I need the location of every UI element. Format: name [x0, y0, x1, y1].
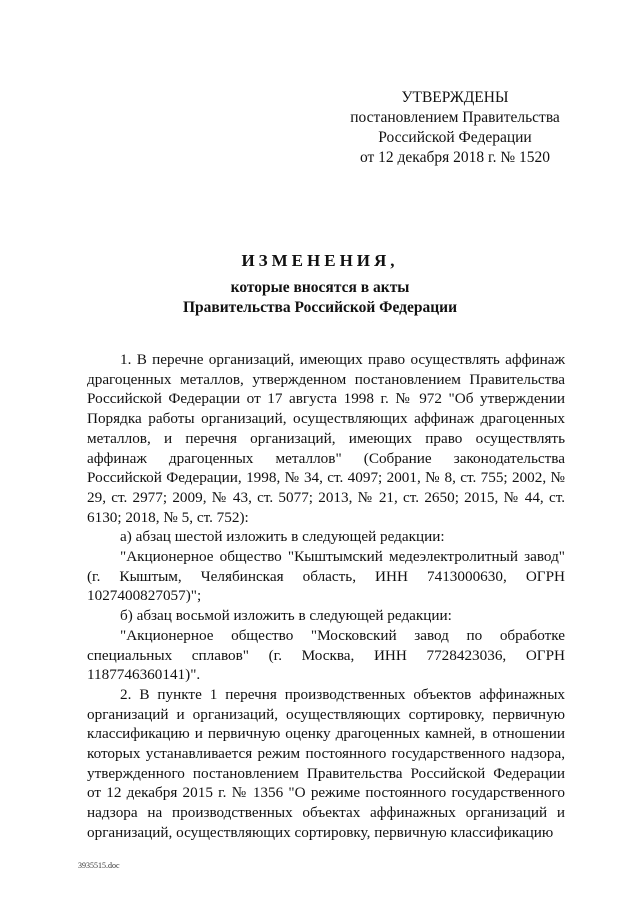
document-heading [0, 250, 640, 318]
paragraph-1: 1. В перечне организаций, имеющих право осуществлять аффинаж драгоценных металлов, утвержденном постановлением Правительства Российской Федерации от 17 августа 1998 г. № 972 "Об утверждении Порядка работы организаций, осуществляющих аффинаж драгоценных металлов, и перечня организаций, имеющих право осуществлять аффинаж драгоценных металлов" (Собрание законодательства Российской Федерации, 1998, № 34, ст. 4097; 2001, № 8, ст. 755; 2002, № 29, ст. 2977; 2009, № 43, ст. 5077; 2013, № 21, ст. 2650; 2015, № 44, ст. 6130; 2018, № 5, ст. 752): [87, 351, 565, 526]
paragraph-2: 2. В пункте 1 перечня производственных объектов аффинажных организаций и организаций, осуществляющих сортировку, первичную классификацию и первичную оценку драгоценных камней, в отношении которых устанавливается режим постоянного государственного надзора, утвержденного постановлением Правительства Российской Федерации от 12 декабря 2015 г. № 1356 "О режиме постоянного государственного надзора на производственных объектах аффинажных организаций и организаций, осуществляющих сортировку, первичную классификацию [87, 685, 565, 841]
approval-title: УТВЕРЖДЕНЫ [401, 89, 509, 106]
paragraph-1b-text: "Акционерное общество "Московский завод по обработке специальных сплавов" (г. Москва, ИНН 7728423036, ОГРН 1187746360141)". [87, 626, 565, 684]
document-title: ИЗМЕНЕНИЯ, [241, 251, 399, 270]
paragraph-1b: б) абзац восьмой изложить в следующей редакции: [120, 607, 452, 625]
footer-doc-code: 3935515.doc [78, 861, 120, 870]
approval-block [330, 88, 580, 168]
approval-decree: постановлением Правительства [350, 109, 560, 126]
approval-date-number: от 12 декабря 2018 г. № 1520 [359, 149, 551, 166]
document-body [87, 350, 565, 843]
paragraph-1a-text: "Акционерное общество "Кыштымский медеэлектролитный завод" (г. Кыштым, Челябинская область, ИНН 7413000630, ОГРН 1027400827057)"; [87, 548, 565, 605]
approval-country: Российской Федерации [378, 129, 532, 146]
paragraph-1a: а) абзац шестой изложить в следующей редакции: [120, 528, 445, 546]
document-subtitle-line2: Правительства Российской Федерации [182, 299, 458, 316]
document-subtitle-line1: которые вносятся в акты [230, 279, 410, 296]
